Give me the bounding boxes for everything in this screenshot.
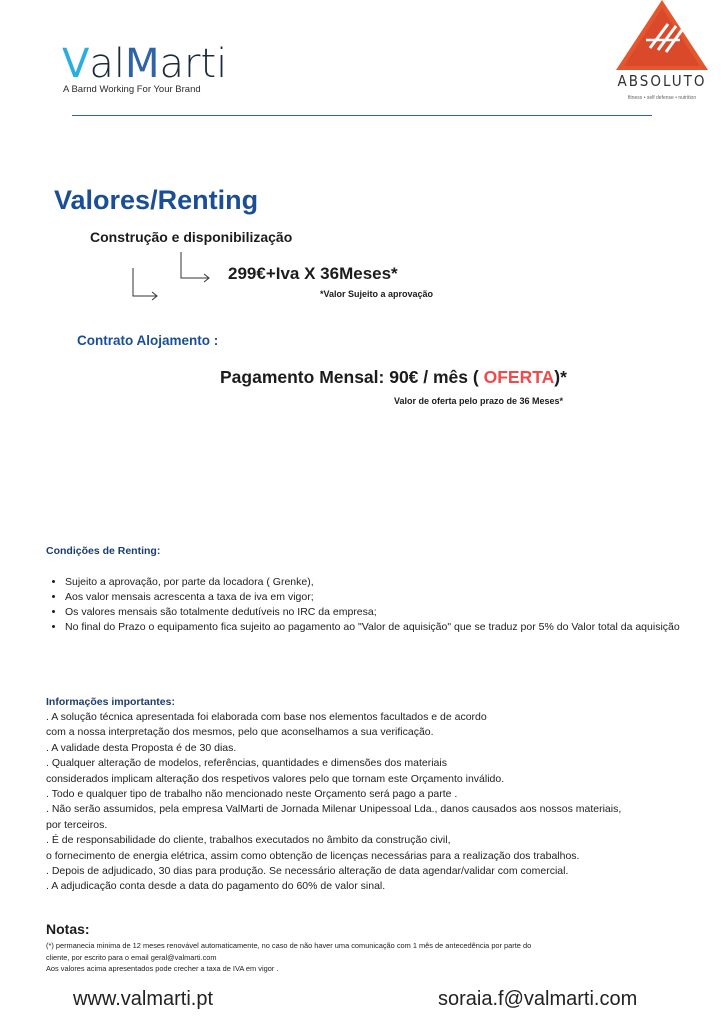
notes-heading: Notas:	[46, 921, 90, 937]
info-line: . Não serão assumidos, pela empresa ValMarti de Jornada Milenar Unipessoal Lda., danos causados aos nossos materiais,	[46, 803, 622, 816]
info-line: . A validade desta Proposta é de 30 dias.	[46, 741, 237, 754]
info-line: o fornecimento de energia elétrica, assim como obtenção de licenças necessárias para a realização dos trabalhos.	[46, 849, 580, 862]
note-line: cliente, por escrito para o email geral@valmarti.com	[46, 952, 217, 962]
section-title: Valores/Renting	[54, 185, 259, 215]
absoluto-name: ABSOLUTO	[617, 72, 707, 90]
arrow-icons	[125, 250, 215, 306]
info-line: considerados implicam alteração dos respetivos valores pelo que tornam este Orçamento inválido.	[46, 772, 505, 785]
note-line: Aos valores acima apresentados pode crecher a taxa de IVA em vigor .	[46, 964, 279, 973]
list-item: • Os valores mensais são totalmente dedutíveis no IRC da empresa;	[65, 605, 715, 620]
monthly-prefix: Pagamento Mensal: 90€ / mês (	[220, 367, 479, 387]
logo-tagline: A Barnd Working For Your Brand	[63, 84, 201, 95]
logo-letter-v: V	[62, 41, 90, 87]
footer-email[interactable]: soraia.f@valmarti.com	[438, 988, 638, 1010]
offer-badge: OFERTA	[483, 367, 555, 387]
list-item: • No final do Prazo o equipamento fica sujeito ao pagamento ao "Valor de aquisição" que se traduz por 5% do Valor total da aquisição	[65, 620, 715, 635]
header-divider	[72, 115, 652, 116]
conditions-list	[50, 575, 715, 635]
section-subtitle: Construção e disponibilização	[90, 229, 293, 245]
info-line: . A solução técnica apresentada foi elaborada com base nos elementos facultados e de acordo	[46, 711, 487, 723]
footer-website[interactable]: www.valmarti.pt	[73, 988, 214, 1010]
info-line: por terceiros.	[46, 818, 108, 831]
logo-text-al: al	[89, 41, 125, 87]
info-line: . A adjudicação conta desde a data do pagamento do 60% de valor sinal.	[46, 880, 386, 893]
list-item: • Aos valor mensais acrescenta a taxa de iva em vigor;	[65, 590, 715, 605]
info-line: . Depois de adjudicado, 30 dias para produção. Se necessário alteração de data agendar/validar com comercial.	[46, 865, 569, 878]
price-note: *Valor Sujeito a aprovação	[320, 289, 434, 299]
valmarti-logo	[62, 41, 228, 95]
list-item: • Sujeito a aprovação, por parte da locadora ( Grenke),	[65, 575, 715, 590]
contract-label: Contrato Alojamento :	[77, 333, 219, 348]
logo-letter-m: M	[125, 41, 160, 87]
logo-text-arti: arti	[159, 41, 228, 87]
note-line: (*) permanecia minima de 12 meses renovável automaticamente, no caso de não haver uma comunicação com 1 mês de antecedência por parte do	[46, 941, 532, 950]
info-line: . Qualquer alteração de modelos, referências, quantidades e dimensões dos materiais	[46, 757, 447, 770]
conditions-heading: Condições de Renting:	[46, 545, 161, 557]
info-body	[46, 710, 706, 895]
monthly-note: Valor de oferta pelo prazo de 36 Meses*	[394, 396, 564, 406]
info-line: com a nossa interpretação dos mesmos, pelo que aconselhamos a sua verificação.	[46, 726, 434, 739]
absoluto-logo	[616, 0, 708, 108]
info-line: . É de responsabilidade do cliente, trabalhos executados no âmbito da construção civil,	[46, 834, 451, 847]
info-heading: Informações importantes:	[46, 696, 175, 708]
arrow-icon	[133, 268, 157, 300]
renting-price: 299€+Iva X 36Meses*	[228, 264, 398, 283]
info-line: . Todo e qualquer tipo de trabalho não mencionado neste Orçamento será pago a parte .	[46, 788, 458, 801]
absoluto-triangle-icon	[616, 0, 708, 72]
monthly-payment	[220, 367, 567, 388]
arrow-icon	[181, 252, 209, 282]
absoluto-subtitle: fitness • self defense • nutrition	[627, 95, 697, 101]
monthly-suffix: )*	[554, 367, 567, 387]
notes-body	[46, 940, 696, 975]
